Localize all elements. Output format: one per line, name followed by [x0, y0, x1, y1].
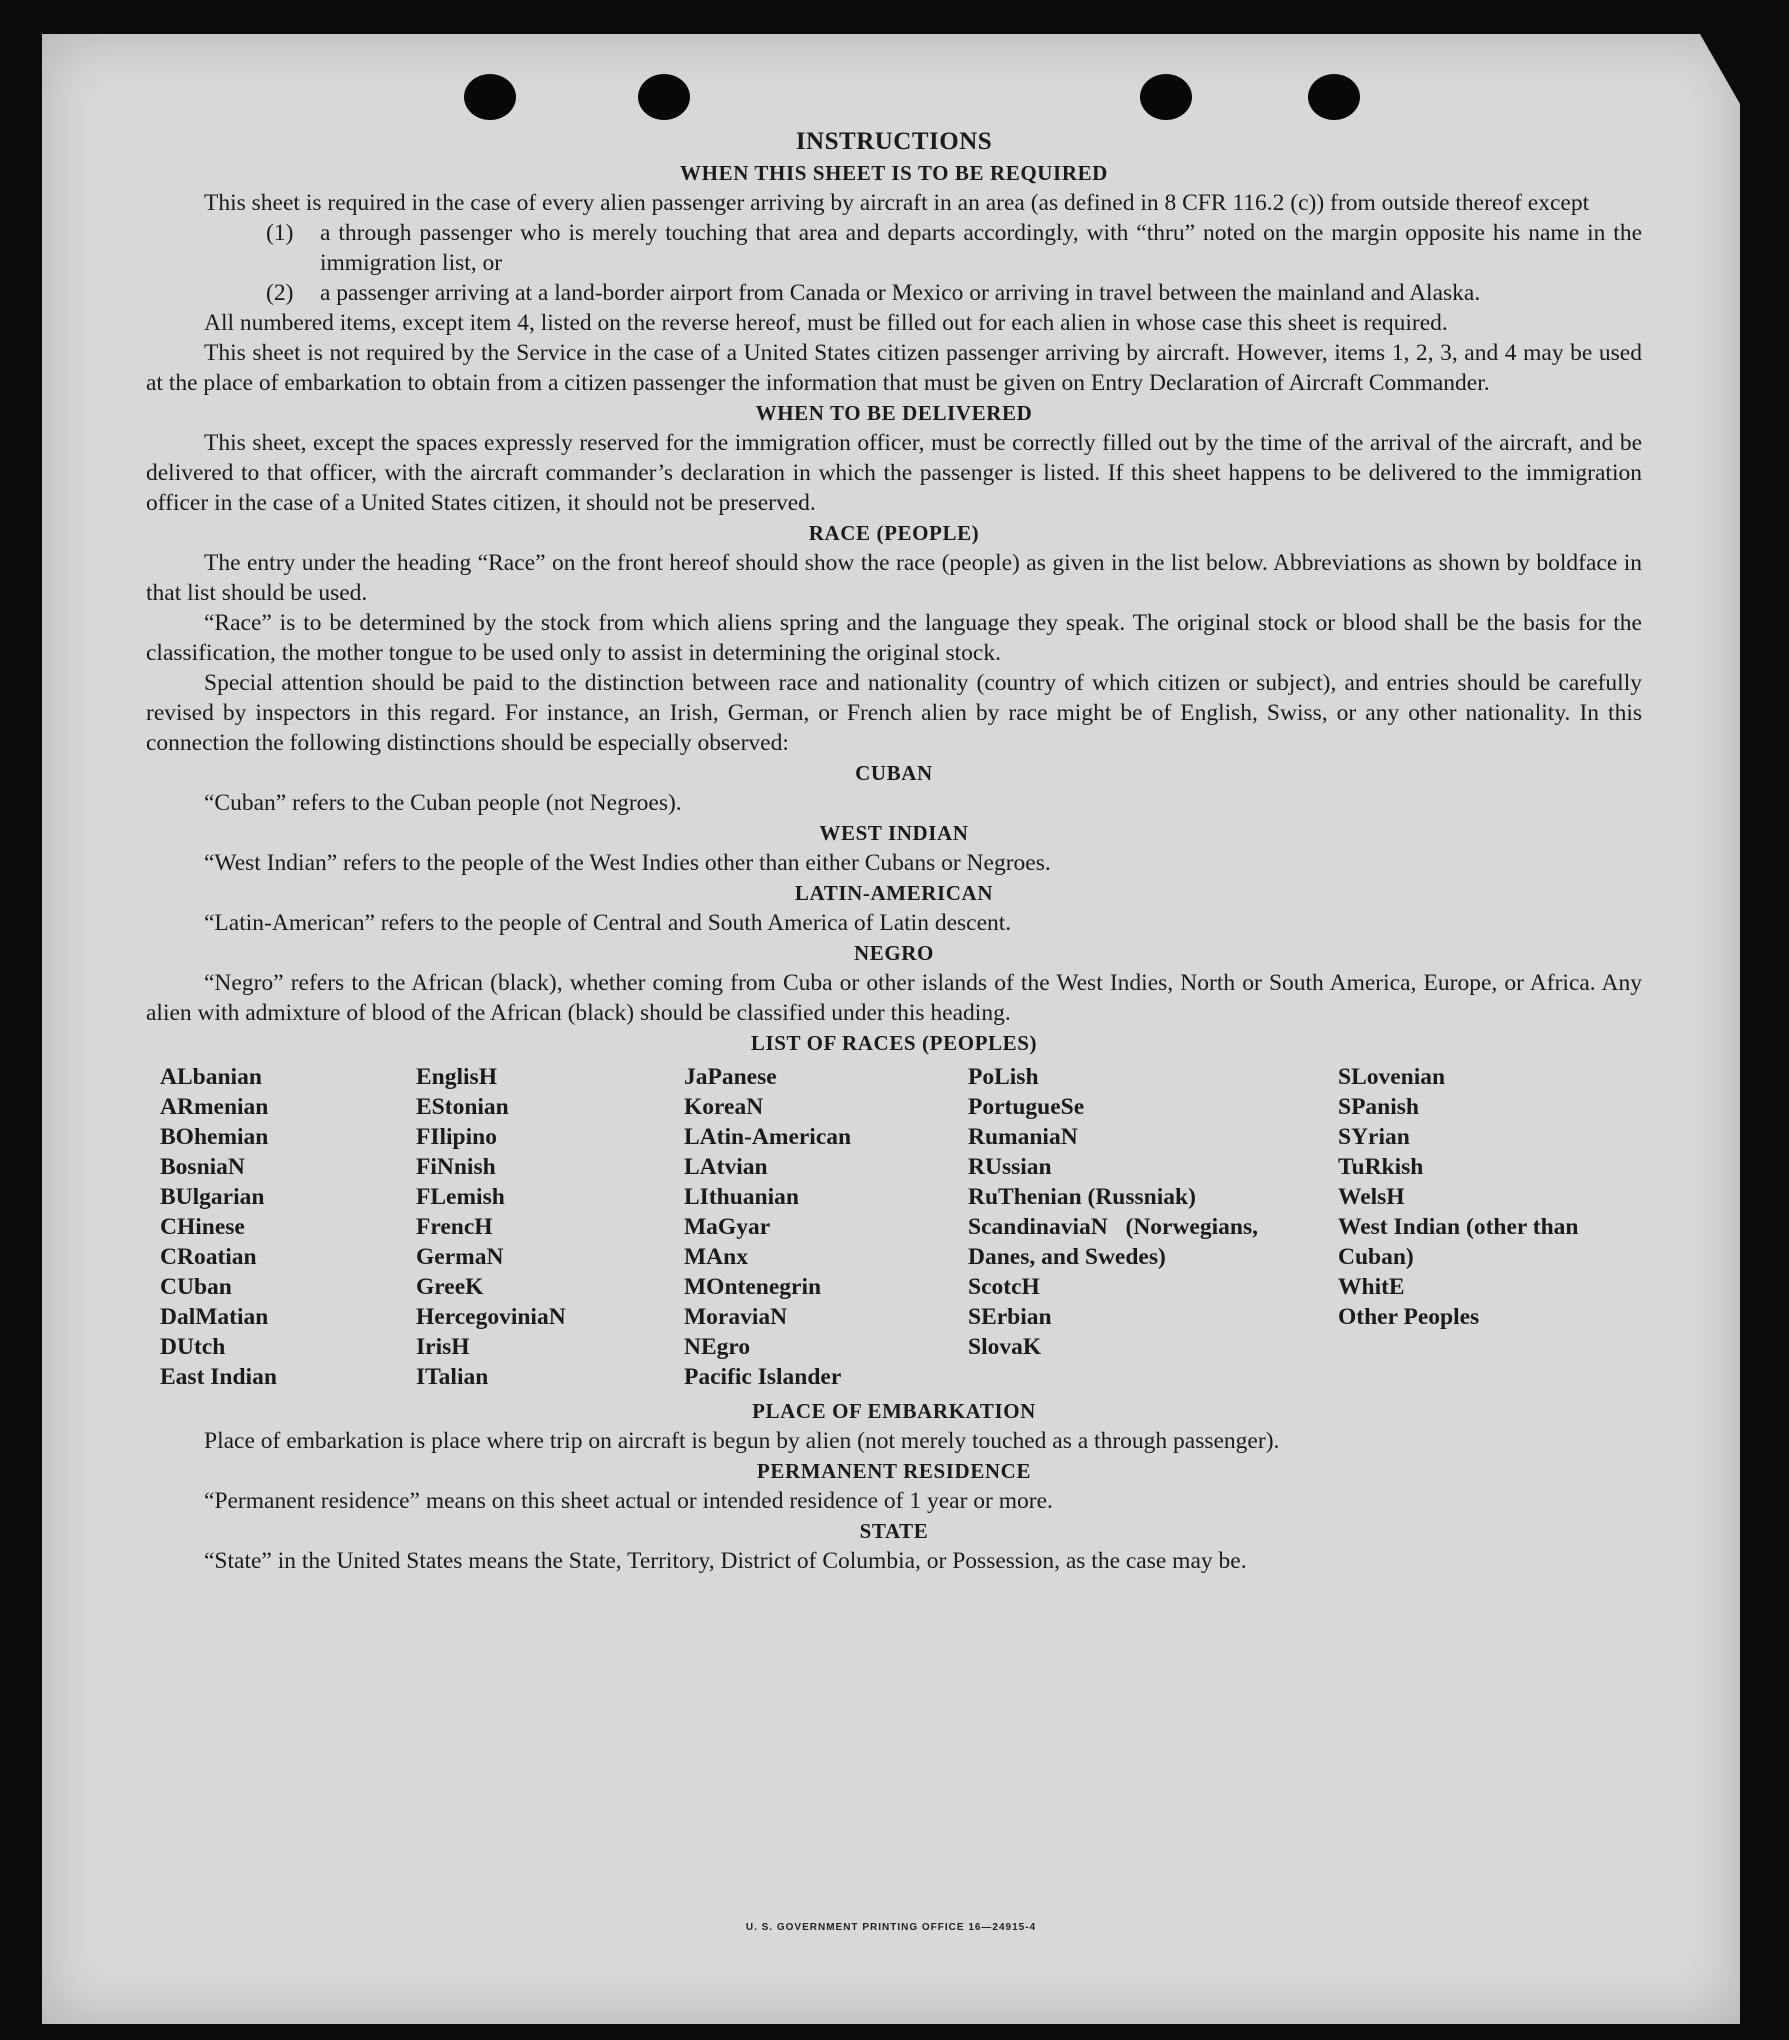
- race-entry: East Indian: [160, 1364, 277, 1390]
- race-entry: MaGyar: [684, 1214, 771, 1240]
- race-entry: ScandinaviaN (Norwegians, Danes, and Swedes): [968, 1214, 1258, 1270]
- printing-office-footer: U. S. GOVERNMENT PRINTING OFFICE 16—24915-4: [745, 1922, 1037, 1933]
- exception-number: (2): [266, 280, 294, 306]
- race-entry: IrisH: [416, 1334, 470, 1360]
- race-entry: EStonian: [416, 1094, 509, 1120]
- race-entry: RUssian: [968, 1154, 1052, 1180]
- exception-text: a through passenger who is merely touching that area and departs accordingly, with “thru” noted on the margin opposite his name in the immigration list, or: [320, 220, 1642, 276]
- heading-negro: NEGRO: [853, 941, 934, 965]
- page-title: INSTRUCTIONS: [795, 128, 993, 155]
- race-entry: LIthuanian: [684, 1184, 799, 1210]
- race-entry: ITalian: [416, 1364, 489, 1390]
- heading-latin-american: LATIN-AMERICAN: [794, 881, 994, 905]
- heading-permanent-residence: PERMANENT RESIDENCE: [756, 1459, 1032, 1483]
- races-column: [1338, 1062, 1638, 1392]
- race-entry: GreeK: [416, 1274, 484, 1300]
- race-entry: PoLish: [968, 1064, 1039, 1090]
- race-entry: LAtin-American: [684, 1124, 852, 1150]
- race-entry: EnglisH: [416, 1064, 497, 1090]
- paragraph: All numbered items, except item 4, listed on the reverse hereof, must be filled out for each alien in whose case this sheet is required.: [204, 310, 1448, 336]
- races-column: [968, 1062, 1338, 1392]
- race-entry: Pacific Islander: [684, 1364, 842, 1390]
- paragraph: “Permanent residence” means on this sheet actual or intended residence of 1 year or more.: [204, 1488, 1053, 1514]
- race-entry: SErbian: [968, 1304, 1052, 1330]
- race-entry: ALbanian: [160, 1064, 262, 1090]
- corner-fold: [1700, 34, 1740, 104]
- paragraph: Place of embarkation is place where trip on aircraft is begun by alien (not merely touched as a through passenger).: [204, 1428, 1280, 1454]
- race-entry: FIlipino: [416, 1124, 497, 1150]
- race-entry: BOhemian: [160, 1124, 269, 1150]
- race-entry: NEgro: [684, 1334, 751, 1360]
- paragraph: “Race” is to be determined by the stock from which aliens spring and the language they speak. The original stock or blood shall be the basis for the classification, the mother tongue to be used only to assist in determining the original stock.: [146, 610, 1642, 666]
- exception-number: (1): [266, 220, 294, 246]
- race-entry: RumaniaN: [968, 1124, 1078, 1150]
- exception-text: a passenger arriving at a land-border airport from Canada or Mexico or arriving in travel between the mainland and Alaska.: [320, 280, 1481, 306]
- paragraph: “Negro” refers to the African (black), whether coming from Cuba or other islands of the West Indies, North or South America, Europe, or Africa. Any alien with admixture of blood of the African (black) should be classified under this heading.: [146, 970, 1642, 1026]
- heading-cuban: CUBAN: [855, 761, 933, 785]
- race-entry: MOntenegrin: [684, 1274, 822, 1300]
- race-entry: LAtvian: [684, 1154, 768, 1180]
- race-entry: WelsH: [1338, 1184, 1405, 1210]
- race-entry: West Indian (other than Cuban): [1338, 1214, 1579, 1270]
- race-entry: DUtch: [160, 1334, 226, 1360]
- paragraph: Special attention should be paid to the distinction between race and nationality (country of which citizen or subject), and entries should be carefully revised by inspectors in this regard. For instance, an Irish, German, or French alien by race might be of English, Swiss, or any other nationality. In this connection the following distinctions should be especially observed:: [146, 670, 1642, 756]
- paragraph: This sheet is required in the case of every alien passenger arriving by aircraft in an area (as defined in 8 CFR 116.2 (c)) from outside thereof except: [204, 190, 1590, 216]
- paragraph: “Latin-American” refers to the people of Central and South America of Latin descent.: [204, 910, 1012, 936]
- race-entry: CRoatian: [160, 1244, 257, 1270]
- paragraph: “West Indian” refers to the people of the West Indies other than either Cubans or Negroes.: [204, 850, 1051, 876]
- punch-hole: [1308, 74, 1360, 120]
- race-entry: SYrian: [1338, 1124, 1410, 1150]
- exception-item: [266, 278, 1642, 308]
- document-sheet: [42, 34, 1740, 2024]
- punch-hole: [464, 74, 516, 120]
- heading-list-of-races: LIST OF RACES (PEOPLES): [750, 1031, 1038, 1055]
- race-entry: TuRkish: [1338, 1154, 1424, 1180]
- races-column: [684, 1062, 968, 1392]
- paragraph: The entry under the heading “Race” on the front hereof should show the race (people) as given in the list below. Abbreviations as shown by boldface in that list should be used.: [146, 550, 1642, 606]
- race-entry: RuThenian (Russniak): [968, 1184, 1196, 1210]
- race-entry: FLemish: [416, 1184, 505, 1210]
- heading-race: RACE (PEOPLE): [808, 521, 980, 545]
- heading-west-indian: WEST INDIAN: [819, 821, 969, 845]
- heading-when-required: WHEN THIS SHEET IS TO BE REQUIRED: [680, 161, 1108, 185]
- race-entry: GermaN: [416, 1244, 504, 1270]
- race-entry: BosniaN: [160, 1154, 245, 1180]
- paragraph: This sheet is not required by the Service in the case of a United States citizen passenger arriving by aircraft. However, items 1, 2, 3, and 4 may be used at the place of embarkation to obtain from a citizen passenger the information that must be given on Entry Declaration of Aircraft Commander.: [146, 340, 1642, 396]
- race-entry: ScotcH: [968, 1274, 1040, 1300]
- race-entry: Other Peoples: [1338, 1304, 1480, 1330]
- race-entry: SPanish: [1338, 1094, 1419, 1120]
- race-entry: SlovaK: [968, 1334, 1042, 1360]
- race-entry: MAnx: [684, 1244, 748, 1270]
- paragraph: This sheet, except the spaces expressly reserved for the immigration officer, must be correctly filled out by the time of the arrival of the aircraft, and be delivered to that officer, with the aircraft commander’s declaration in which the passenger is listed. If this sheet happens to be delivered to the immigration officer in the case of a United States citizen, it should not be preserved.: [146, 430, 1642, 516]
- races-column: [416, 1062, 684, 1392]
- heading-when-delivered: WHEN TO BE DELIVERED: [755, 401, 1033, 425]
- races-column: [160, 1062, 416, 1392]
- race-entry: KoreaN: [684, 1094, 764, 1120]
- punch-hole: [638, 74, 690, 120]
- race-entry: MoraviaN: [684, 1304, 788, 1330]
- race-entry: ARmenian: [160, 1094, 269, 1120]
- races-list: [160, 1062, 1642, 1392]
- race-entry: WhitE: [1338, 1274, 1405, 1300]
- race-entry: HercegoviniaN: [416, 1304, 566, 1330]
- race-entry: FiNnish: [416, 1154, 496, 1180]
- exception-item: [266, 218, 1642, 278]
- paragraph: “Cuban” refers to the Cuban people (not Negroes).: [204, 790, 682, 816]
- race-entry: DalMatian: [160, 1304, 269, 1330]
- heading-state: STATE: [859, 1519, 929, 1543]
- race-entry: FrencH: [416, 1214, 493, 1240]
- race-entry: CUban: [160, 1274, 232, 1300]
- race-entry: JaPanese: [684, 1064, 777, 1090]
- heading-place-of-embarkation: PLACE OF EMBARKATION: [752, 1399, 1036, 1423]
- punch-hole: [1140, 74, 1192, 120]
- race-entry: PortugueSe: [968, 1094, 1085, 1120]
- instructions-content: [146, 126, 1642, 1576]
- race-entry: SLovenian: [1338, 1064, 1446, 1090]
- race-entry: CHinese: [160, 1214, 245, 1240]
- paragraph: “State” in the United States means the State, Territory, District of Columbia, or Possession, as the case may be.: [204, 1548, 1247, 1574]
- race-entry: BUlgarian: [160, 1184, 265, 1210]
